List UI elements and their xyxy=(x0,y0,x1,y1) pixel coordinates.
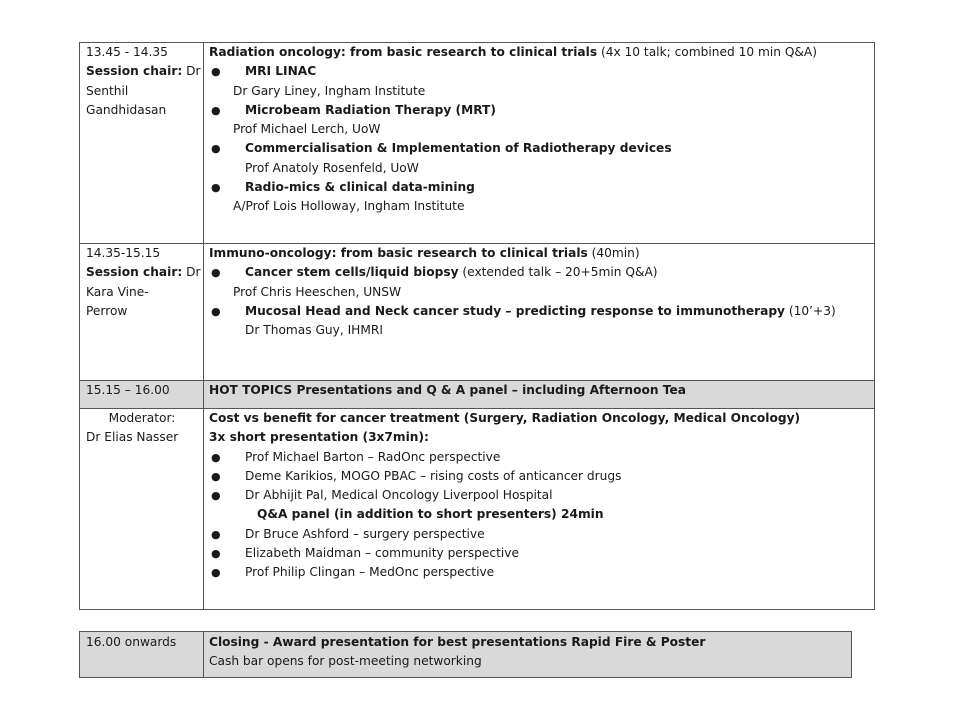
bullet-icon: ● xyxy=(211,566,221,580)
session-time: 14.35-15.15 xyxy=(86,246,161,260)
talk-note: (extended talk – 20+5min Q&A) xyxy=(458,265,658,280)
session-title: Immuno-oncology: from basic research to clinical trials xyxy=(209,246,588,260)
panelist-text: Dr Bruce Ashford – surgery perspective xyxy=(245,526,485,541)
session-title: Cost vs benefit for cancer treatment (Surgery, Radiation Oncology, Medical Oncology) xyxy=(209,411,801,425)
session-chair xyxy=(86,263,201,282)
closing-table xyxy=(79,631,852,678)
chair-name: Dr xyxy=(182,64,201,79)
session-chair xyxy=(86,62,201,81)
chair-label: Session chair: xyxy=(86,64,183,79)
bullet-icon: ● xyxy=(211,142,221,156)
talk-topic xyxy=(209,302,836,321)
bullet-icon: ● xyxy=(211,65,221,79)
talk-topic xyxy=(209,263,836,282)
bullet-icon: ● xyxy=(211,181,221,195)
column-divider xyxy=(203,43,204,609)
talk-topic-text: Mucosal Head and Neck cancer study – predicting response to immunotherapy xyxy=(245,303,785,318)
talk-topic-text: Microbeam Radiation Therapy (MRT) xyxy=(245,102,496,117)
bullet-icon: ● xyxy=(211,527,221,541)
talk-speaker: A/Prof Lois Holloway, Ingham Institute xyxy=(233,199,465,214)
qa-panel-heading: Q&A panel (in addition to short presenters) 24min xyxy=(257,507,604,522)
chair-name-line: Gandhidasan xyxy=(86,102,167,117)
talk-topic xyxy=(209,139,817,158)
presenter-item xyxy=(209,486,800,505)
bullet-icon: ● xyxy=(211,469,221,483)
session-title-line xyxy=(209,43,817,62)
immuno-time-cell xyxy=(86,244,201,321)
session-subtitle: 3x short presentation (3x7min): xyxy=(209,430,429,445)
talk-speaker: Prof Michael Lerch, UoW xyxy=(233,122,381,137)
bullet-icon: ● xyxy=(211,103,221,117)
talk-speaker: Prof Chris Heeschen, UNSW xyxy=(233,284,402,299)
chair-name-line: Kara Vine- xyxy=(86,284,149,299)
moderator-cell xyxy=(86,409,198,448)
bullet-icon: ● xyxy=(211,450,221,464)
bullet-icon: ● xyxy=(211,266,221,280)
chair-name: Dr xyxy=(182,265,201,280)
talk-topic-text: Commercialisation & Implementation of Radiotherapy devices xyxy=(245,141,672,156)
presenter-text: Prof Michael Barton – RadOnc perspective xyxy=(245,449,501,464)
talk-topic-text: MRI LINAC xyxy=(245,64,317,79)
presenter-text: Dr Abhijit Pal, Medical Oncology Liverpool Hospital xyxy=(245,488,553,503)
talk-topic-text: Cancer stem cells/liquid biopsy xyxy=(245,265,459,280)
talk-topic xyxy=(209,178,817,197)
bullet-icon: ● xyxy=(211,304,221,318)
talk-topic-text: Radio-mics & clinical data-mining xyxy=(245,180,475,195)
column-divider xyxy=(203,632,204,677)
panel-session-cell xyxy=(209,409,800,583)
closing-time: 16.00 onwards xyxy=(86,635,177,649)
hot-topics-time-cell xyxy=(86,381,170,400)
panelist-item xyxy=(209,563,800,582)
moderator-label: Moderator: xyxy=(108,411,176,425)
immuno-session-cell xyxy=(209,244,836,340)
talk-note: (10’+3) xyxy=(785,303,836,318)
panelist-text: Prof Philip Clingan – MedOnc perspective xyxy=(245,565,495,580)
talk-topic xyxy=(209,101,817,120)
presenter-text: Deme Karikios, MOGO PBAC – rising costs of anticancer drugs xyxy=(245,468,622,483)
session-title-line xyxy=(209,244,836,263)
talk-speaker: Dr Gary Liney, Ingham Institute xyxy=(233,83,426,98)
closing-session-cell xyxy=(209,633,705,672)
session-note: (4x 10 talk; combined 10 min Q&A) xyxy=(597,45,818,59)
session-subtitle: Cash bar opens for post-meeting networking xyxy=(209,654,482,669)
chair-name-line: Senthil xyxy=(86,83,129,98)
panelist-text: Elizabeth Maidman – community perspective xyxy=(245,546,519,561)
moderator-name: Dr Elias Nasser xyxy=(86,430,179,445)
panelist-item xyxy=(209,525,800,544)
talk-topic xyxy=(209,62,817,81)
session-time: 13.45 - 14.35 xyxy=(86,45,168,59)
panelist-item xyxy=(209,544,800,563)
session-title: Radiation oncology: from basic research to clinical trials xyxy=(209,45,598,59)
bullet-icon: ● xyxy=(211,489,221,503)
presenter-item xyxy=(209,448,800,467)
session-note: (40min) xyxy=(587,246,640,260)
session-title: Closing - Award presentation for best presentations Rapid Fire & Poster xyxy=(209,635,706,649)
radiation-time-cell xyxy=(86,43,201,120)
talk-speaker: Prof Anatoly Rosenfeld, UoW xyxy=(245,160,419,175)
talk-speaker: Dr Thomas Guy, IHMRI xyxy=(245,323,383,338)
chair-label: Session chair: xyxy=(86,265,183,280)
presenter-item xyxy=(209,467,800,486)
hot-topics-title: HOT TOPICS Presentations and Q & A panel – including Afternoon Tea xyxy=(209,383,686,397)
bullet-icon: ● xyxy=(211,547,221,561)
schedule-table xyxy=(79,42,875,610)
session-time: 15.15 – 16.00 xyxy=(86,383,170,397)
radiation-session-cell xyxy=(209,43,817,217)
chair-name-line: Perrow xyxy=(86,303,128,318)
